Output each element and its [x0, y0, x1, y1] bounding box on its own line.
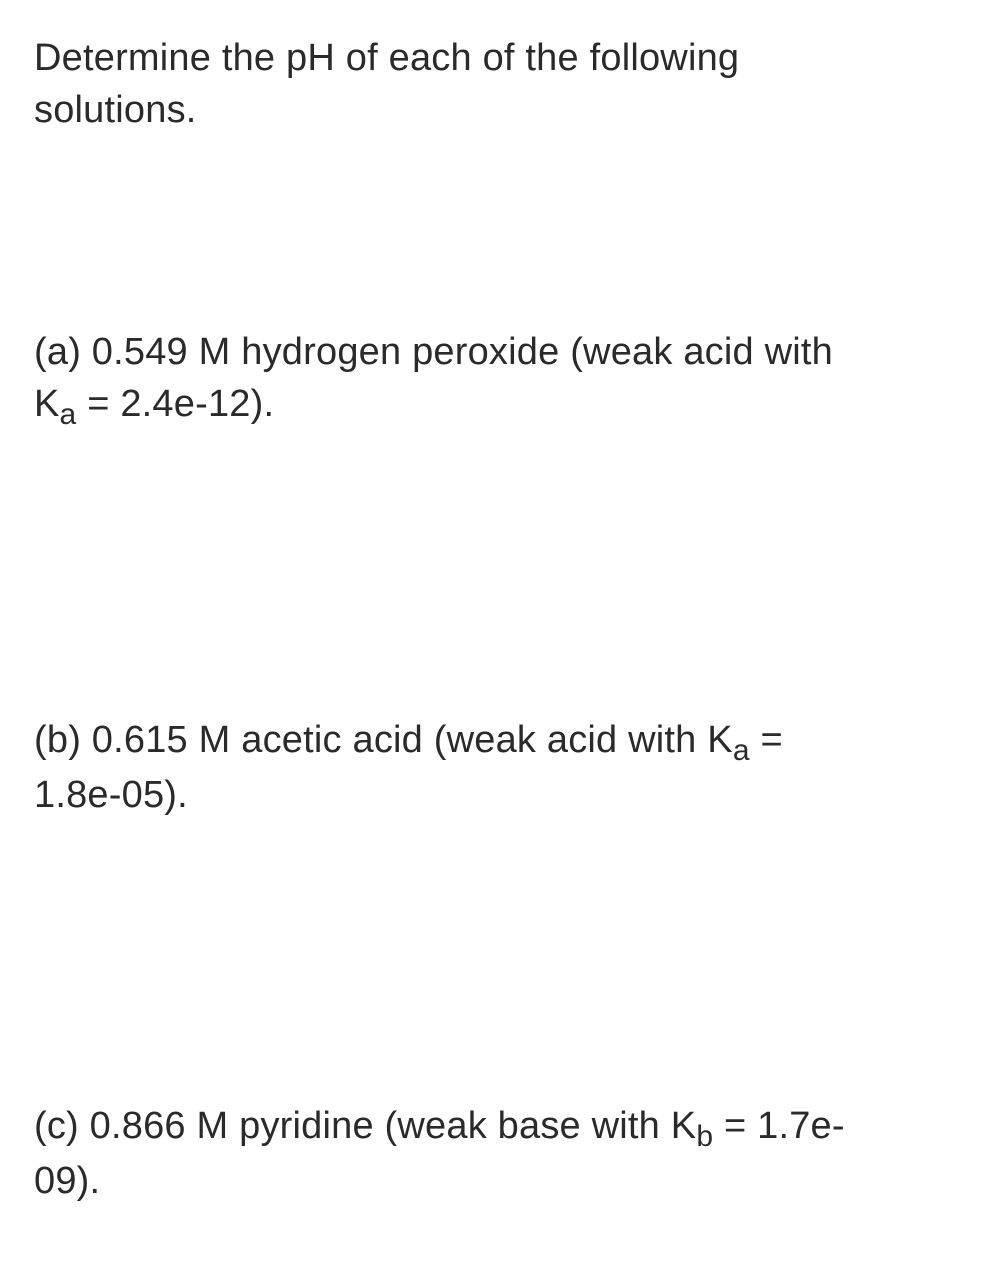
part-c-kb-value: = 1.7e- — [713, 1105, 845, 1147]
part-c-line-1 — [34, 1100, 984, 1155]
ka-symbol: K — [34, 383, 60, 425]
ka-symbol: K — [707, 719, 733, 761]
part-a-line-1: (a) 0.549 M hydrogen peroxide (weak acid with — [34, 331, 833, 373]
part-c-line-2: 09). — [34, 1160, 101, 1202]
part-a-line-2 — [34, 378, 984, 433]
part-a-ka-value: = 2.4e-12). — [76, 383, 275, 425]
part-b-line-2: 1.8e-05). — [34, 774, 188, 816]
ka-subscript: a — [59, 398, 77, 431]
part-c-text: (c) 0.866 M pyridine (weak base with — [34, 1105, 671, 1147]
ka-subscript: a — [732, 734, 750, 767]
question-part-b — [34, 714, 984, 821]
question-part-c — [34, 1100, 984, 1207]
part-b-equals: = — [749, 719, 783, 761]
question-part-a — [34, 326, 984, 433]
kb-subscript: b — [696, 1120, 714, 1153]
part-b-line-1 — [34, 714, 984, 769]
question-intro — [34, 32, 984, 136]
kb-symbol: K — [670, 1105, 697, 1147]
intro-line-1: Determine the pH of each of the following — [34, 37, 740, 79]
intro-line-2: solutions. — [34, 89, 197, 131]
part-b-text: (b) 0.615 M acetic acid (weak acid with — [34, 719, 708, 761]
